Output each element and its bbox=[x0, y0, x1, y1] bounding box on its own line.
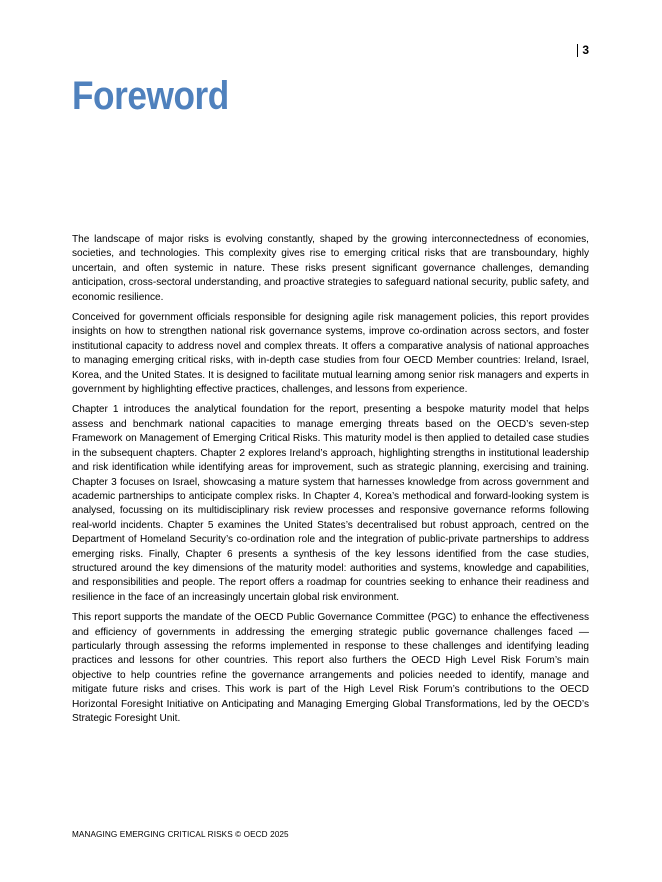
page-number: 3 bbox=[577, 44, 589, 57]
paragraph-4: This report supports the mandate of the OECD Public Governance Committee (PGC) to enhance the effectiveness and efficiency of governments in addressing the emerging strategic public governance challenges faced —particularly through assessing the reforms implemented in response to these challenges and identifying leading practices and lessons for other countries. This report also furthers the OECD High Level Risk Forum’s main objective to help countries refine the governance arrangements and policies needed to identify, manage and mitigate future risks and crises. This work is part of the High Level Risk Forum’s contributions to the OECD Horizontal Foresight Initiative on Anticipating and Managing Emerging Global Transformations, led by the OECD’s Strategic Foresight Unit. bbox=[72, 612, 589, 724]
paragraph-1: The landscape of major risks is evolving constantly, shaped by the growing interconnectedness of economies, societies, and technologies. This complexity gives rise to emerging critical risks that are transboundary, highly uncertain, and often systemic in nature. These risks present significant governance challenges, demanding anticipation, cross-sectoral understanding, and proactive strategies to safeguard national security, public safety, and economic resilience. bbox=[72, 234, 589, 303]
paragraph-3: Chapter 1 introduces the analytical foundation for the report, presenting a bespoke maturity model that helps assess and benchmark national capacities to manage emerging threats based on the OECD’s seven-step Framework on Management of Emerging Critical Risks. This maturity model is then applied to detailed case studies in the subsequent chapters. Chapter 2 explores Ireland’s approach, highlighting strengths in institutional leadership and risk identification while identifying areas for improvement, such as strategic planning, exercising and training. Chapter 3 focuses on Israel, showcasing a mature system that harnesses knowledge from across government and academic partnerships to anticipate complex risks. In Chapter 4, Korea’s methodical and forward-looking system is analysed, focussing on its multidisciplinary risk review processes and responsive governance reforms following real-world incidents. Chapter 5 examines the United States’s decentralised but robust approach, centred on the Department of Homeland Security’s co-ordination role and the integration of public-private partnerships to address emerging risks. Finally, Chapter 6 presents a synthesis of the key lessons identified from the case studies, structured around the key dimensions of the maturity model: authorities and systems, knowledge and capabilities, and responsibilities and people. The report offers a roadmap for countries seeking to enhance their readiness and resilience in the face of an increasingly uncertain global risk environment. bbox=[72, 404, 589, 603]
paragraph-2: Conceived for government officials responsible for designing agile risk management policies, this report provides insights on how to strengthen national risk governance systems, improve co-ordination across sectors, and foster institutional capacity to address novel and complex threats. It offers a comparative analysis of national approaches to managing emerging critical risks, with in-depth case studies from four OECD Member countries: Ireland, Israel, Korea, and the United States. It is designed to facilitate mutual learning among senior risk managers and experts in government by highlighting effective practices, challenges, and lessons from experience. bbox=[72, 312, 589, 396]
body-text bbox=[72, 233, 589, 732]
page-title: Foreword bbox=[72, 74, 229, 118]
page-footer: MANAGING EMERGING CRITICAL RISKS © OECD 2025 bbox=[72, 830, 289, 839]
